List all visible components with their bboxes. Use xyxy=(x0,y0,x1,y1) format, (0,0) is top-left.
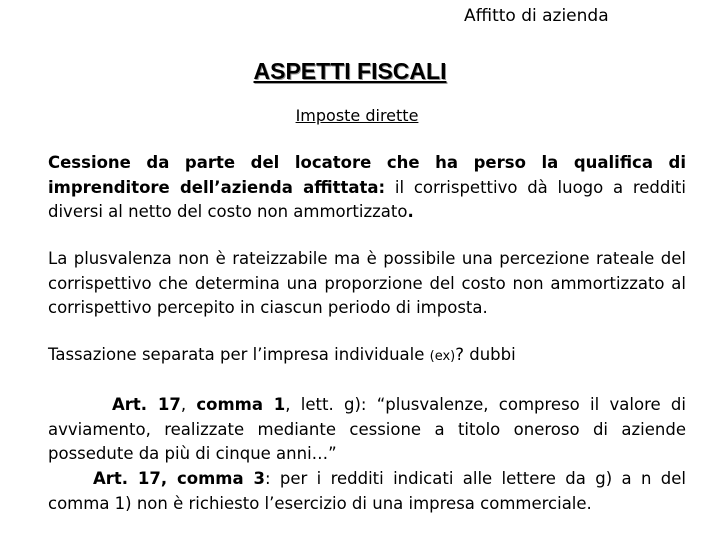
header-label: Affitto di azienda xyxy=(464,6,609,26)
section-subtitle: Imposte dirette xyxy=(295,106,419,125)
art17-separator: , xyxy=(180,395,197,414)
paragraph-cessione-end: . xyxy=(407,202,414,221)
comma1-label: comma 1 xyxy=(196,395,286,414)
paragraph-art17-comma3 xyxy=(48,467,686,516)
paragraph-tassazione xyxy=(48,343,686,370)
paragraph-cessione xyxy=(48,151,686,225)
paragraph-art17-comma1 xyxy=(48,393,686,467)
page-title: ASPETTI FISCALI xyxy=(253,58,447,84)
paragraph-tassazione-small: (ex) xyxy=(429,349,456,364)
art17-comma3-label: Art. 17, comma 3 xyxy=(93,469,265,488)
art17-label: Art. 17 xyxy=(112,395,181,414)
paragraph-plusvalenza: La plusvalenza non è rateizzabile ma è possibile una percezione rateale del corrispettivo che determina una proporzione del costo non ammortizzato al corrispettivo percepito in ciascun periodo di imposta. xyxy=(48,249,686,317)
paragraph-cessione-bold: Cessione da parte del locatore che ha perso la qualifica di imprenditore dell’azienda affittata: xyxy=(48,153,686,197)
paragraph-art17-comma1-text: , lett. g): “plusvalenze, compreso il valore di avviamento, realizzate mediante cessione a titolo oneroso di aziende possedute da più di cinque anni…” xyxy=(48,395,686,463)
paragraph-cessione-text: il corrispettivo dà luogo a redditi diversi al netto del costo non ammortizzato xyxy=(48,177,686,221)
paragraph-tassazione-end: ? dubbi xyxy=(455,345,516,364)
paragraph-tassazione-text: Tassazione separata per l’impresa individuale xyxy=(48,345,430,364)
paragraph-art17-comma3-text: : per i redditi indicati alle lettere da g) a n del comma 1) non è richiesto l’esercizio di una impresa commerciale. xyxy=(48,469,686,513)
